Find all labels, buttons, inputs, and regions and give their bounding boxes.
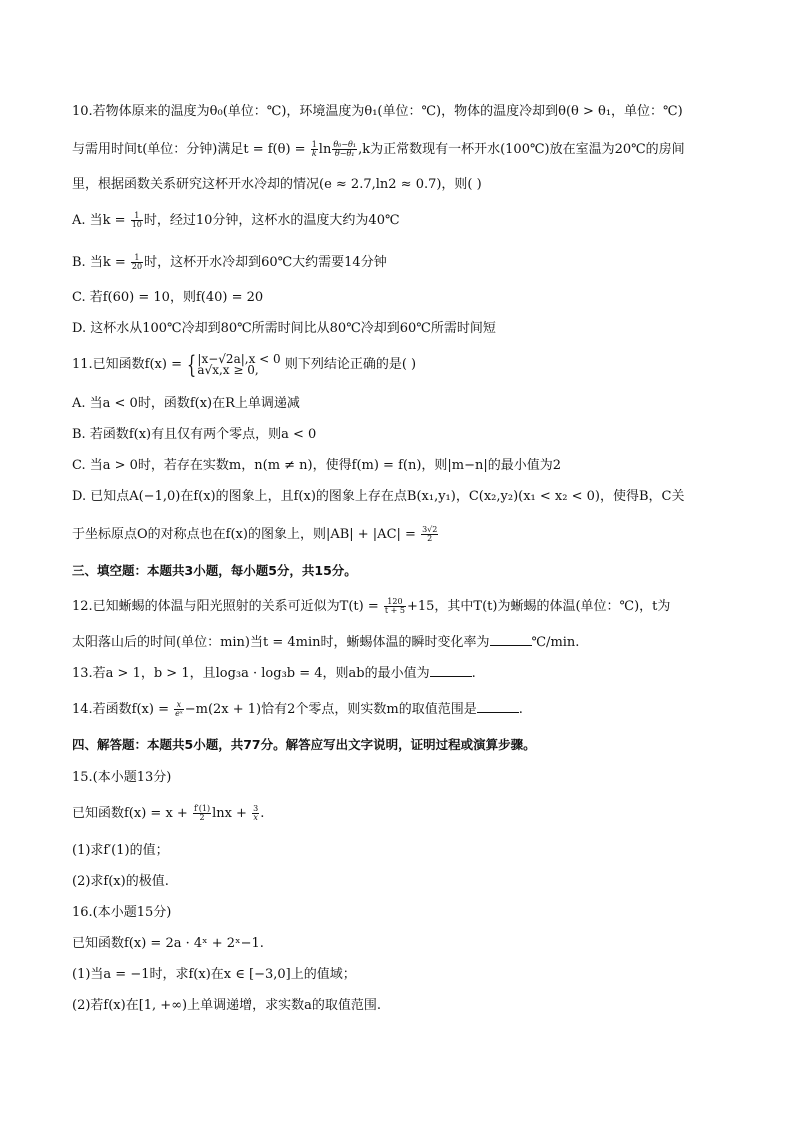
q13-line: 13.若a > 1，b > 1，且log₃a · log₃b = 4，则ab的最小值为 .	[72, 666, 476, 681]
q11-cases: |x−√2a|,x < 0 a√x,x ≥ 0,	[197, 351, 281, 377]
q13-answer-blank[interactable]	[430, 664, 472, 677]
q15-definition: 已知函数f(x) = x + $\frac{f'(1)}{2}$ lnx + $\frac{3}{x}$ .	[72, 804, 265, 822]
q10-option-a: A. 当k = $\frac{1}{10}$ 时，经过10分钟，这杯水的温度大约为40℃	[72, 211, 400, 229]
q14-answer-blank[interactable]	[477, 700, 519, 713]
q11-stem: 11.已知函数f(x) = { |x−√2a|,x < 0 a√x,x ≥ 0, 则下列结论正确的是( )	[72, 350, 417, 379]
q11-option-d-line2: 于坐标原点O的对称点也在f(x)的图象上，则|AB| + |AC| = $\frac{3√2}{2}$	[72, 525, 438, 543]
q11-d-frac: $\frac{3√2}{2}$	[422, 525, 438, 543]
q10-frac-1-over-k: $\frac{1}{k}$	[311, 140, 317, 158]
q12-answer-blank[interactable]	[490, 633, 532, 646]
q16-part2: (2)若f(x)在[1, +∞)上单调递增，求实数a的取值范围.	[72, 998, 381, 1013]
q11-option-b: B. 若函数f(x)有且仅有两个零点，则a < 0	[72, 427, 317, 442]
section-4-heading: 四、解答题：本题共5小题，共77分。解答应写出文字说明，证明过程或演算步骤。	[72, 737, 536, 752]
q16-part1: (1)当a = −1时，求f(x)在x ∈ [−3,0]上的值域；	[72, 967, 356, 982]
q10-option-c: C. 若f(60) = 10，则f(40) = 20	[72, 290, 264, 305]
q10-line1: 10.若物体原来的温度为θ₀(单位：℃)，环境温度为θ₁(单位：℃)，物体的温度冷却到θ(θ > θ₁，单位：℃)	[72, 104, 683, 119]
section-3-heading: 三、填空题：本题共3小题，每小题5分，共15分。	[72, 563, 357, 578]
q14-frac: $\frac{x}{\text{eˣ}}$	[175, 700, 183, 718]
q15-frac2: $\frac{3}{x}$	[253, 804, 259, 822]
q16-definition: 已知函数f(x) = 2a · 4ˣ + 2ˣ−1.	[72, 936, 264, 951]
q11-option-a: A. 当a < 0时，函数f(x)在R上单调递减	[72, 396, 300, 411]
q10-option-b: B. 当k = $\frac{1}{20}$ 时，这杯开水冷却到60℃大约需要14分钟	[72, 253, 387, 271]
q15-part1: (1)求f′(1)的值；	[72, 843, 169, 858]
q14-line: 14.若函数f(x) = $\frac{x}{\text{eˣ}}$ −m(2x + 1)恰有2个零点，则实数m的取值范围是 .	[72, 700, 523, 718]
q16-heading: 16.(本小题15分)	[72, 905, 172, 920]
q12-line2: 太阳落山后的时间(单位：min)当t = 4min时，蜥蜴体温的瞬时变化率为 ℃/min.	[72, 635, 580, 650]
q15-frac1: $\frac{f'(1)}{2}$	[193, 804, 211, 822]
q10-line2: 与需用时间t(单位：分钟)满足t = f(θ) = $\frac{1}{k}$ ln $\frac{\text{θ₀−θ₁}}{\text{θ−θ₁}}$ ,k为正常数现有一杯开水(100℃)放在室温为20℃的房间	[72, 140, 685, 158]
q10-frac-theta: $\frac{\text{θ₀−θ₁}}{\text{θ−θ₁}}$	[333, 140, 357, 158]
q15-heading: 15.(本小题13分)	[72, 770, 172, 785]
q10-option-d: D. 这杯水从100℃冷却到80℃所需时间比从80℃冷却到60℃所需时间短	[72, 321, 496, 336]
q12-frac: $\frac{120}{t + 5}$	[384, 597, 405, 615]
q12-line1: 12.已知蜥蜴的体温与阳光照射的关系可近似为T(t) = $\frac{120}{t + 5}$ +15，其中T(t)为蜥蜴的体温(单位：℃)，t为	[72, 597, 671, 615]
q11-option-d-line1: D. 已知点A(−1,0)在f(x)的图象上，且f(x)的图象上存在点B(x₁,y₁)，C(x₂,y₂)(x₁ < x₂ < 0)，使得B，C关	[72, 489, 685, 504]
q15-part2: (2)求f(x)的极值.	[72, 874, 169, 889]
piecewise-brace-icon: {	[187, 350, 197, 379]
q10-line3: 里，根据函数关系研究这杯开水冷却的情况(e ≈ 2.7,ln2 ≈ 0.7)，则( )	[72, 177, 482, 192]
q11-option-c: C. 当a > 0时，若存在实数m，n(m ≠ n)，使得f(m) = f(n)，则|m−n|的最小值为2	[72, 458, 562, 473]
q10-b-frac: $\frac{1}{20}$	[131, 253, 143, 271]
q10-a-frac: $\frac{1}{10}$	[131, 211, 142, 229]
